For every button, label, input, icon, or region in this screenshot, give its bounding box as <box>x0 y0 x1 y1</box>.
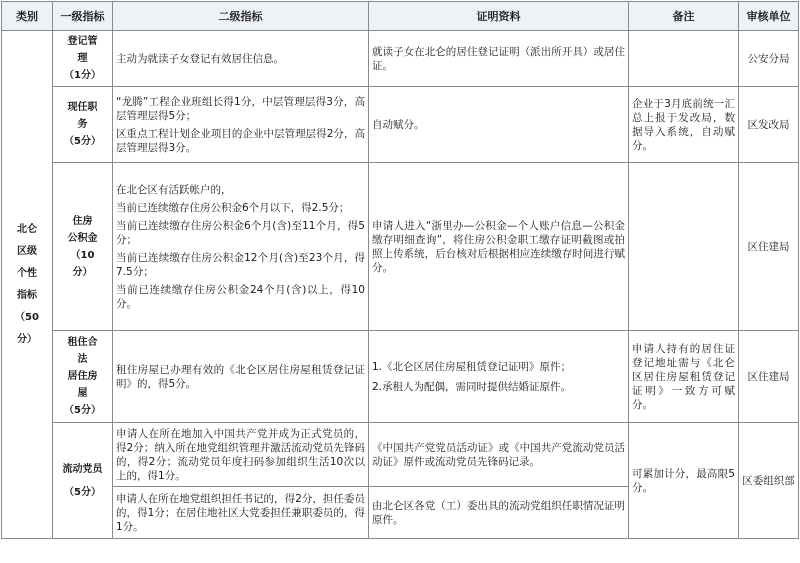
remark-cell: 企业于3月底前统一汇总上报于发改局，数据导入系统，自动赋分。 <box>629 87 739 163</box>
level2-cell: 申请人在所在地加入中国共产党并成为正式党员的，得2分；纳入所在地党组织管理并激活流动党员先锋码的，得2分；流动党员年度扫码参加组织生活10次以上的，得1分。 <box>113 423 369 487</box>
table-row <box>2 87 799 163</box>
header-category: 类别 <box>2 2 53 31</box>
category-line: 个性 <box>17 267 37 279</box>
level2-line: 当前已连续缴存住房公积金6个月(含)至11个月，得5分； <box>116 219 365 246</box>
unit-cell: 区住建局 <box>739 331 799 423</box>
header-unit: 审核单位 <box>739 2 799 31</box>
evidence-cell: 由北仑区各党（工）委出具的流动党组织任职情况证明原件。 <box>369 487 629 539</box>
level2-line: “龙腾”工程企业班组长得1分，中层管理层得3分，高层管理层得5分； <box>116 95 365 122</box>
category-line: 北仑 <box>17 223 37 235</box>
remark-cell: 可累加计分，最高限5分。 <box>629 423 739 539</box>
level2-cell: 申请人在所在地党组织担任书记的，得2分，担任委员的，得1分；在居住地社区大党委担任兼职委员的，得1分。 <box>113 487 369 539</box>
unit-cell: 区委组织部 <box>739 423 799 539</box>
level1-cell <box>53 331 113 423</box>
level1-line: 登记管 <box>67 36 98 47</box>
level1-line: 流动党员 <box>62 463 103 475</box>
level2-cell <box>113 163 369 331</box>
level1-line: 法 <box>77 354 88 365</box>
level2-line: 当前已连续缴存住房公积金6个月以下，得2.5分； <box>116 201 350 214</box>
table-row <box>2 163 799 331</box>
unit-cell: 区住建局 <box>739 163 799 331</box>
evidence-cell <box>369 331 629 423</box>
level1-line: （5分） <box>64 136 101 147</box>
level2-cell <box>113 87 369 163</box>
category-cell <box>2 31 53 539</box>
level1-line: 理 <box>77 53 88 64</box>
header-level1: 一级指标 <box>53 2 113 31</box>
level1-cell <box>53 163 113 331</box>
header-evidence: 证明资料 <box>369 2 629 31</box>
remark-cell <box>629 31 739 87</box>
level2-cell: 主动为就读子女登记有效居住信息。 <box>113 31 369 87</box>
category-line: 分） <box>17 333 37 345</box>
level2-line: 当前已连续缴存住房公积金12个月(含)至23个月，得7.5分； <box>116 251 365 278</box>
unit-cell: 区发改局 <box>739 87 799 163</box>
table-row <box>2 331 799 423</box>
level1-line: 住房 <box>72 215 93 227</box>
level1-cell <box>53 423 113 539</box>
evidence-cell: 自动赋分。 <box>369 87 629 163</box>
category-line: 区级 <box>17 245 37 257</box>
evidence-cell: 《中国共产党党员活动证》或《中国共产党流动党员活动证》原件或流动党员先锋码记录。 <box>369 423 629 487</box>
level1-line: （5分） <box>64 486 101 498</box>
level1-line: 屋 <box>77 388 88 399</box>
header-row <box>2 2 799 31</box>
level1-cell <box>53 31 113 87</box>
level1-line: （5分） <box>64 405 101 416</box>
table-row <box>2 31 799 87</box>
header-remark: 备注 <box>629 2 739 31</box>
level1-line: （10 <box>70 249 95 261</box>
level1-line: 现任职 <box>67 102 98 113</box>
level1-line: （1分） <box>64 70 101 81</box>
evidence-line: 2.承租人为配偶，需同时提供结婚证原件。 <box>372 380 572 393</box>
evidence-cell: 申请人进入“浙里办—公积金—个人账户信息—公积金缴存明细查询”，将住房公积金职工缴存证明截图或拍照上传系统，后台核对后根据相应连续缴存时间进行赋分。 <box>369 163 629 331</box>
level1-line: 租住合 <box>67 337 98 348</box>
table-row <box>2 423 799 487</box>
level2-line: 区重点工程计划企业项目的企业中层管理层得2分，高层管理层得3分。 <box>116 127 365 154</box>
remark-cell: 申请人持有的居住证登记地址需与《北仑区居住房屋租赁登记证明》一致方可赋分。 <box>629 331 739 423</box>
category-line: （50 <box>15 311 39 323</box>
level1-line: 公积金 <box>67 232 98 244</box>
level1-line: 分） <box>72 266 93 278</box>
remark-cell <box>629 163 739 331</box>
level2-cell: 租住房屋已办理有效的《北仑区居住房屋租赁登记证明》的，得5分。 <box>113 331 369 423</box>
unit-cell: 公安分局 <box>739 31 799 87</box>
header-level2: 二级指标 <box>113 2 369 31</box>
evidence-cell: 就读子女在北仑的居住登记证明（派出所开具）或居住证。 <box>369 31 629 87</box>
category-line: 指标 <box>17 289 37 301</box>
level1-cell <box>53 87 113 163</box>
evidence-line: 1.《北仑区居住房屋租赁登记证明》原件； <box>372 360 572 373</box>
scoring-table <box>1 1 799 539</box>
level1-line: 务 <box>77 119 88 130</box>
level2-line: 在北仑区有活跃帐户的， <box>116 183 232 196</box>
level2-line: 当前已连续缴存住房公积金24个月(含)以上，得10分。 <box>116 283 365 310</box>
level1-line: 居住房 <box>67 371 98 382</box>
